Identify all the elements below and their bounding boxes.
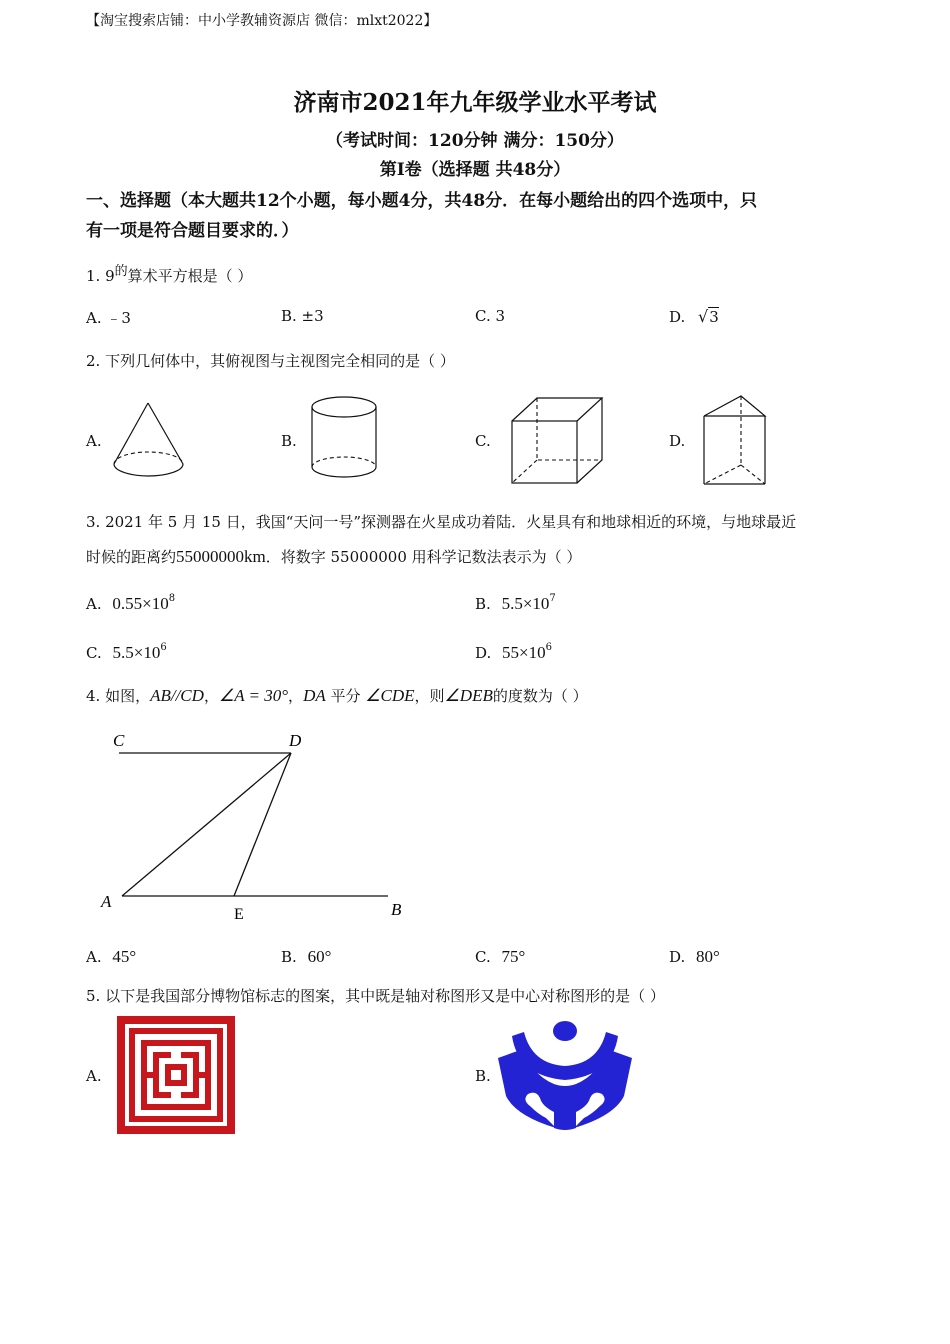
q5-option-a[interactable]: A. <box>86 1067 102 1085</box>
q3-option-b-label: B. <box>475 595 491 613</box>
page-title: 济南市2021年九年级学业水平考试 <box>293 89 657 116</box>
question-4-suffix: 的度数为（ ） <box>492 687 588 705</box>
q1-option-a[interactable]: A. ﹣3 <box>86 309 131 327</box>
point-d-label: D <box>289 731 302 750</box>
q3-option-a[interactable] <box>86 594 175 614</box>
instructions-line2: 有一项是符合题目要求的．） <box>86 221 299 241</box>
question-3-line1: 3. 2021 年 5 月 15 日，我国“天问一号”探测器在火星成功着陆．火星具有和地球相近的环境，与地球最近 <box>86 513 797 531</box>
point-b-label: B <box>391 900 402 919</box>
triangular-prism-figure <box>697 391 771 489</box>
q4-option-a-label: A. <box>86 948 102 966</box>
question-4-angle-cde: ∠CDE <box>365 686 415 705</box>
q3-option-c-base: 5.5×10 <box>112 643 161 662</box>
question-3-distance: 55000000km <box>176 547 266 566</box>
q3-option-d[interactable] <box>475 643 552 663</box>
question-4-parallel: AB//CD <box>150 686 204 705</box>
question-4-mid: 平分 <box>325 687 366 705</box>
q4-option-c[interactable] <box>475 947 525 967</box>
q5-option-b[interactable]: B. <box>475 1067 491 1085</box>
q3-option-d-exp: 6 <box>545 642 553 653</box>
q2-option-b[interactable]: B. <box>281 432 297 450</box>
q4-option-d[interactable] <box>669 947 720 967</box>
q4-option-c-label: C. <box>475 948 491 966</box>
question-4-angle-deb: ∠DEB <box>444 686 493 705</box>
q1-option-b[interactable]: B. ±3 <box>281 307 324 325</box>
cone-figure <box>108 398 188 482</box>
question-5-text: 5. 以下是我国部分博物馆标志的图案，其中既是轴对称图形又是中心对称图形的是（ ） <box>86 987 665 1005</box>
geometry-figure <box>95 722 415 927</box>
question-1-text: 算术平方根是（ ） <box>127 267 253 285</box>
q3-option-c-exp: 6 <box>160 642 167 653</box>
question-4-angle-a: ∠A = 30° <box>218 686 289 705</box>
q4-option-c-value: 75° <box>501 947 526 966</box>
question-1 <box>86 260 252 286</box>
q1-option-d-label: D. <box>669 308 686 326</box>
question-4 <box>86 685 588 706</box>
cube-figure <box>507 394 607 488</box>
q4-option-d-label: D. <box>669 948 686 966</box>
question-2-text: 2. 下列几何体中，其俯视图与主视图完全相同的是（ ） <box>86 352 455 370</box>
q2-option-a[interactable]: A. <box>86 432 102 450</box>
question-1-number: 1. 9 <box>86 267 115 285</box>
museum-logo-a <box>117 1016 235 1134</box>
q3-option-d-label: D. <box>475 644 492 662</box>
question-4-sep2: ， <box>288 687 304 705</box>
exam-info: （考试时间：120分钟 满分：150分） <box>326 131 624 151</box>
q4-option-a-value: 45° <box>112 947 137 966</box>
question-4-da: DA <box>303 686 326 705</box>
question-4-prefix: 4. 如图， <box>86 687 151 705</box>
question-1-sup: 的 <box>114 264 128 279</box>
cylinder-figure <box>307 393 383 483</box>
question-3-text-b: ．将数字 55000000 用科学记数法表示为（ ） <box>265 548 582 566</box>
q4-option-b-value: 60° <box>307 947 332 966</box>
instructions-line1: 一、选择题（本大题共12个小题，每小题4分，共48分．在每小题给出的四个选项中，只 <box>86 191 758 211</box>
sqrt-symbol: √ <box>698 307 709 326</box>
q1-option-d[interactable] <box>669 307 719 326</box>
q4-option-b-label: B. <box>281 948 297 966</box>
q3-option-a-base: 0.55×10 <box>112 594 169 613</box>
section-heading: 第Ⅰ卷（选择题 共48分） <box>379 160 571 180</box>
q4-option-a[interactable] <box>86 947 136 967</box>
q3-option-d-base: 55×10 <box>502 643 546 662</box>
point-a-label: A <box>101 892 112 911</box>
q3-option-b-base: 5.5×10 <box>501 594 550 613</box>
q2-option-d[interactable]: D. <box>669 432 686 450</box>
q3-option-b-exp: 7 <box>549 593 556 604</box>
question-4-sep1: ， <box>203 687 219 705</box>
q1-option-c[interactable]: C. 3 <box>475 307 506 325</box>
q3-option-c[interactable] <box>86 643 167 663</box>
q3-option-a-label: A. <box>86 595 102 613</box>
museum-logo-b <box>496 1018 634 1130</box>
question-4-mid2: ，则 <box>414 687 445 705</box>
question-3-line2 <box>86 546 581 567</box>
point-e-label: E <box>234 906 244 923</box>
q2-option-c[interactable]: C. <box>475 432 491 450</box>
q4-option-b[interactable] <box>281 947 331 967</box>
q3-option-c-label: C. <box>86 644 102 662</box>
q1-option-d-value: 3 <box>709 308 719 326</box>
q3-option-b[interactable] <box>475 594 556 614</box>
header-note: 【淘宝搜索店铺：中小学教辅资源店 微信：mlxt2022】 <box>86 13 438 29</box>
q3-option-a-exp: 8 <box>168 593 176 604</box>
q4-option-d-value: 80° <box>696 947 720 966</box>
question-3-text-a: 时候的距离约 <box>86 548 177 566</box>
point-c-label: C <box>113 731 125 750</box>
